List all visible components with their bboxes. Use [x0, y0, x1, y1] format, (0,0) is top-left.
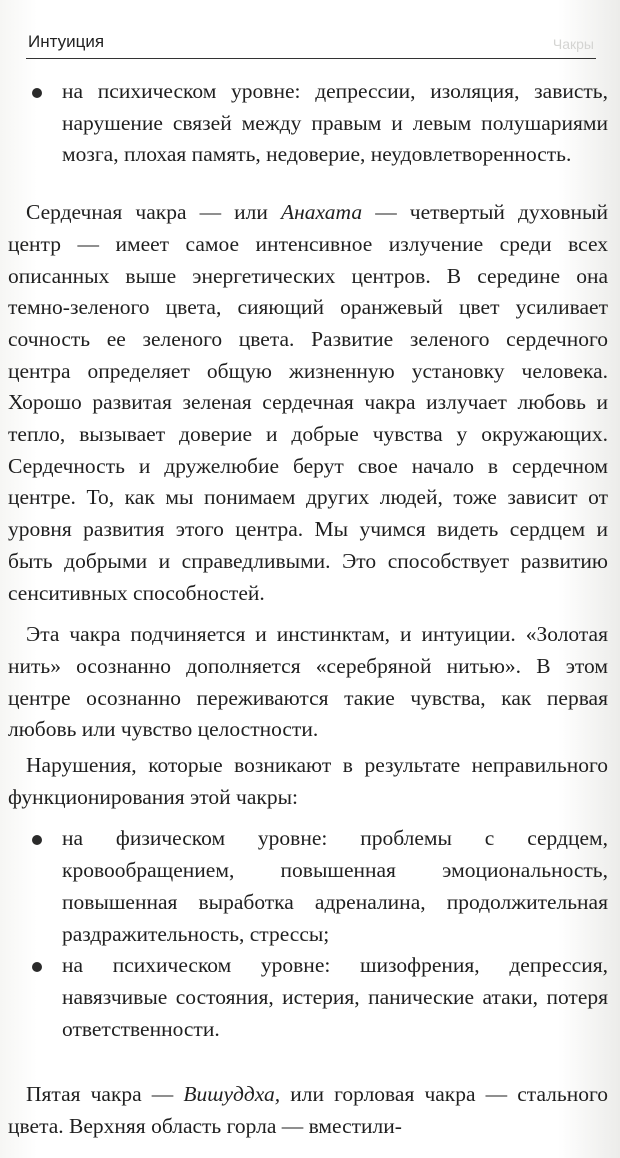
bullet-list-top	[8, 76, 608, 171]
paragraph-heart-chakra	[8, 197, 608, 609]
paragraph-instinct: Эта чакра подчиняется и инстинктам, и интуиции. «Золотая нить» осознанно дополняется «серебряной нитью». В этом центре осознанно переживаются такие чувства, как первая любовь или чувство целостности.	[8, 622, 608, 742]
running-title: Интуиция	[28, 32, 105, 51]
list-item	[8, 950, 608, 1045]
paragraph-fifth-chakra	[8, 1079, 608, 1142]
page-ghost-text: Чакры	[552, 36, 594, 52]
bullet-dot-icon	[32, 835, 42, 845]
bullet-dot-icon	[32, 88, 42, 98]
paragraph-lead: Сердечная чакра — или	[26, 200, 281, 225]
list-item	[8, 823, 608, 950]
bullet-list-bottom	[8, 823, 608, 1045]
list-item	[8, 76, 608, 171]
paragraph-rest: или горловая чакра — стального цвета. Верхняя область горла — вместили-	[8, 1082, 608, 1139]
body-text	[8, 76, 608, 1143]
bullet-text: на психическом уровне: шизофрения, депрессия, навязчивые состояния, истерия, панические атаки, потеря ответственности.	[62, 953, 608, 1041]
chakra-name-anahata: Анахата	[281, 200, 363, 225]
paragraph-disorders: Нарушения, которые возникают в результате неправильного функционирования этой чакры:	[8, 753, 608, 809]
bullet-text: на физическом уровне: проблемы с сердцем, кровообращением, повышенная эмоциональность, повышенная выработка адреналина, продолжительная раздражительность, стрессы;	[62, 826, 608, 946]
bullet-dot-icon	[32, 962, 42, 972]
bullet-text: на психическом уровне: депрессии, изоляция, зависть, нарушение связей между правым и левым полушариями мозга, плохая память, недоверие, неудовлетворенность.	[62, 79, 608, 167]
paragraph-rest: — четвертый духовный центр — имеет самое интенсивное излучение среди всех описанных выше энергетических центров. В середине она темно-зеленого цвета, сияющий оранжевый цвет усиливает сочность ее зеленого цвета. Развитие зеленого сердечного центра определяет общую жизненную установку человека. Хорошо развитая зеленая сердечная чакра излучает любовь и тепло, вызывает доверие и добрые чувства у окружающих. Сердечность и дружелюбие берут свое начало в сердечном центре. То, как мы понимаем других людей, тоже зависит от уровня развития этого центра. Мы учимся видеть сердцем и быть добрыми и справедливыми. Это способствует развитию сенситивных способностей.	[8, 200, 608, 605]
paragraph-lead: Пятая чакра —	[26, 1082, 184, 1107]
running-header	[26, 28, 596, 59]
chakra-name-vishuddha: Вишуддха,	[183, 1082, 281, 1107]
